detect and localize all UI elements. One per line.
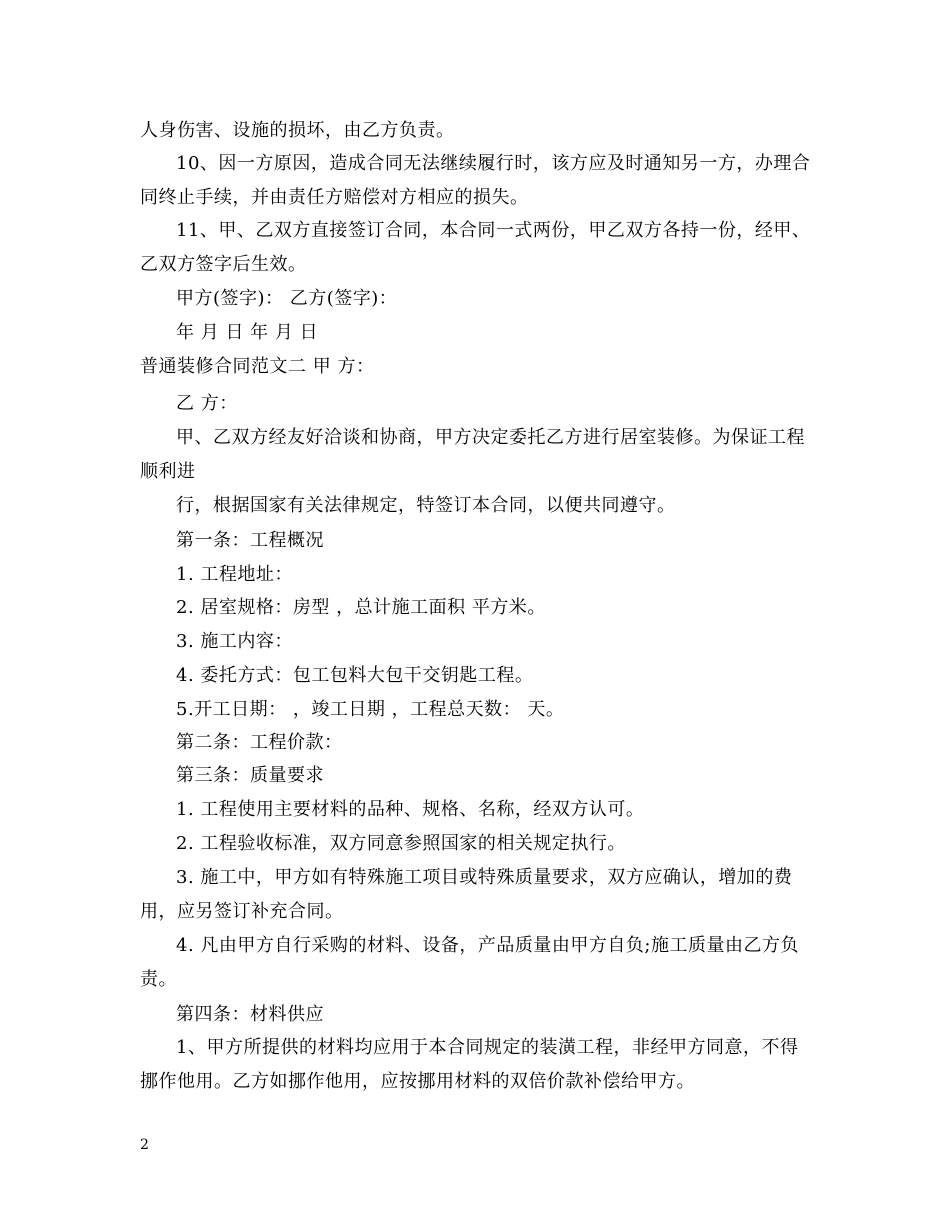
- list-item: 2. 居室规格：房型 ，总计施工面积 平方米。: [176, 597, 546, 618]
- text-line: 甲、乙双方经友好洽谈和协商，甲方决定委托乙方进行居室装修。为保证工程: [176, 427, 805, 448]
- text-line: 责。: [140, 969, 177, 990]
- list-item: 1. 工程地址：: [176, 564, 293, 585]
- text-line: 挪作他用。乙方如挪作他用，应按挪用材料的双倍价款补偿给甲方。: [140, 1071, 695, 1092]
- article-heading: 第四条：材料供应: [176, 1004, 324, 1025]
- article-heading: 第一条：工程概况: [176, 530, 324, 551]
- text-line: 人身伤害、设施的损坏，由乙方负责。: [140, 120, 455, 141]
- date-line: 年 月 日 年 月 日: [176, 322, 319, 343]
- list-item: 3. 施工内容：: [176, 631, 293, 652]
- list-item: 4. 凡由甲方自行采购的材料、设备，产品质量由甲方自负;施工质量由乙方负: [176, 935, 799, 956]
- signature-line: 甲方(签字)： 乙方(签字)：: [176, 288, 398, 309]
- article-heading: 第二条：工程价款：: [176, 732, 343, 753]
- article-heading: 第三条：质量要求: [176, 765, 324, 786]
- list-item: 3. 施工中，甲方如有特殊施工项目或特殊质量要求，双方应确认，增加的费: [176, 867, 793, 888]
- list-item: 1. 工程使用主要材料的品种、规格、名称，经双方认可。: [176, 799, 645, 820]
- text-line: 顺利进: [140, 461, 196, 482]
- page-number: 2: [140, 1137, 149, 1153]
- text-line: 11、甲、乙双方直接签订合同，本合同一式两份，甲乙双方各持一份，经甲、: [176, 220, 811, 241]
- list-item: 1、甲方所提供的材料均应用于本合同规定的装潢工程，非经甲方同意，不得: [176, 1037, 799, 1058]
- text-line: 乙 方：: [176, 393, 238, 414]
- section-heading: 普通装修合同范文二 甲 方：: [140, 356, 375, 377]
- text-line: 行，根据国家有关法律规定，特签订本合同，以便共同遵守。: [176, 495, 676, 516]
- list-item: 2. 工程验收标准，双方同意参照国家的相关规定执行。: [176, 833, 626, 854]
- text-line: 10、因一方原因，造成合同无法继续履行时，该方应及时通知另一方，办理合: [176, 153, 811, 174]
- text-line: 乙双方签字后生效。: [140, 254, 307, 275]
- text-line: 用，应另签订补充合同。: [140, 901, 344, 922]
- list-item: 4. 委托方式：包工包料大包干交钥匙工程。: [176, 665, 534, 686]
- text-line: 同终止手续，并由责任方赔偿对方相应的损失。: [140, 187, 529, 208]
- list-item: 5.开工日期： ，竣工日期 ，工程总天数： 天。: [176, 699, 565, 720]
